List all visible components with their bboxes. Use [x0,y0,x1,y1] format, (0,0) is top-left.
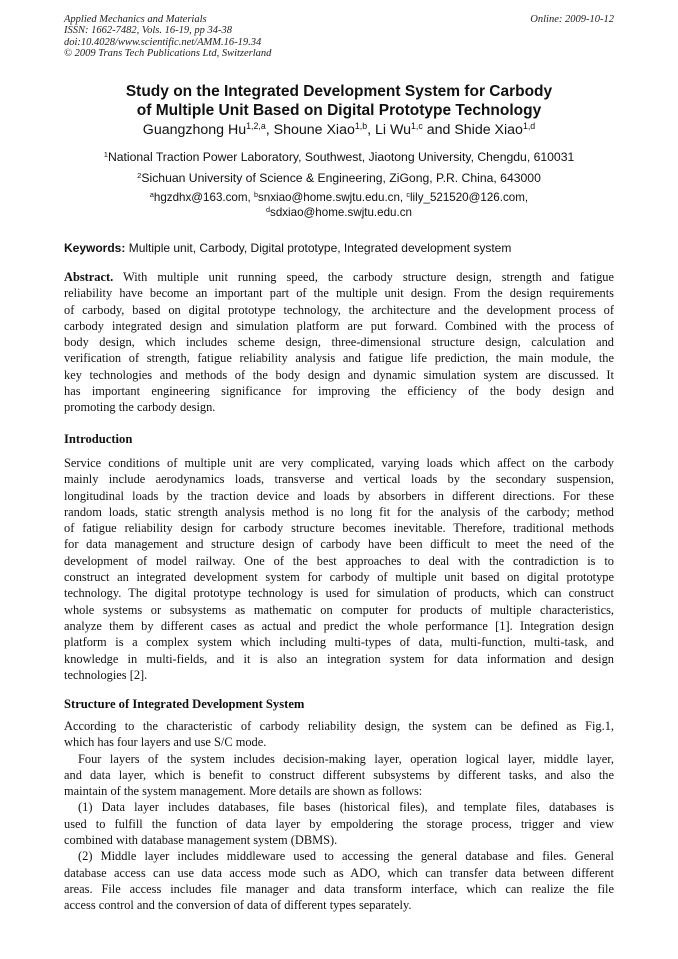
introduction-body [64,455,614,683]
affiliation-sup: 1 [103,149,108,159]
abstract-line: reliability have become an important part of the multiple unit design. From the design requirements [64,286,614,301]
keywords [64,241,511,255]
title-line-2: of Multiple Unit Based on Digital Prototype Technology [136,102,542,119]
author-sup: 1,2,a [246,121,266,132]
intro-line: technologies [2]. [64,667,148,682]
affiliation-sup: 2 [137,170,142,180]
structure-line: (2) Middle layer includes middleware used to accessing the general database and files. General [78,849,614,864]
abstract-line: verification of strength, fatigue reliability analysis and fatigue life prediction, the main module, the [64,351,614,366]
structure-line: (1) Data layer includes databases, file bases (historical files), and template files, databases is [78,800,614,815]
title-line-1: Study on the Integrated Development System for Carbody [125,83,553,100]
intro-line: random loads, static strength analysis method is no long fit for the analysis of the carbody; method [64,504,614,519]
intro-line: technology. The digital prototype technology is used for simulation of products, which can construct [64,586,614,601]
intro-line: analyze them by different cases as actual and predict the whole performance [1]. Integration design [64,618,614,633]
email-sup: a [149,190,154,200]
section-heading-introduction: Introduction [64,432,133,446]
intro-line: development of model railway. One of the best approaches to deal with the contradiction is to [64,553,614,568]
author-sup: 1,c [411,121,423,132]
online-date: Online: 2009-10-12 [530,14,614,25]
structure-line: and data layer, which is benefit to construct different subsystems by different tasks, and also the [64,767,614,782]
intro-line: longitudinal loads by the traction device and loads by absorbers in different directions. For these [64,488,614,503]
structure-line: According to the characteristic of carbody reliability design, the system can be defined as Fig.1, [64,719,614,733]
abstract-line: carbody integrated design and simulation platform are put forward. Combined with the process of [64,318,614,333]
intro-line: platform is a complex system which including multi-types of data, multi-function, multi-task, and [64,635,614,650]
email-d: sdxiao@home.swjtu.edu.cn [270,206,412,219]
abstract-line [64,269,614,285]
keywords-text: Multiple unit, Carbody, Digital prototype, Integrated development system [125,241,512,255]
affiliation-text: National Traction Power Laboratory, Southwest, Jiaotong University, Chengdu, 610031 [107,150,575,164]
structure-line: areas. File access includes file manager and data transform interface, which can realize the file [64,881,614,896]
abstract [64,269,614,416]
author-name: Shoune Xiao [273,122,355,138]
author-name: Shide Xiao [454,122,523,138]
author-emails [20,190,658,220]
section-heading-structure: Structure of Integrated Development System [64,697,305,711]
email-a: hgzdhx@163.com, [153,191,254,204]
email-line-2 [20,205,658,220]
author-sep: , [265,122,274,138]
intro-line: Service conditions of multiple unit are very complicated, varying loads which affect on the carbody [64,456,614,470]
author-name: Li Wu [375,122,412,138]
structure-line: combined with database management system (DBMS). [64,833,338,848]
structure-line: which has four layers and use S/C mode. [64,735,267,750]
abstract-line: of carbody, based on digital prototype technology, the architecture and the development process of [64,302,614,317]
email-sup: b [253,190,258,200]
email-line-1 [20,190,658,205]
intro-line: knowledge in multi-fields, and it is also an integration system for data information and design [64,651,614,666]
abstract-line: key technologies and methods of the body design and dynamic simulation system are discussed. It [64,367,614,382]
email-sup: d [266,205,271,215]
abstract-line: body design, which includes scheme design, three-dimensional structure design, calculation and [64,335,614,350]
email-b: snxiao@home.swjtu.edu.cn, [257,191,407,204]
structure-line: used to fulfill the function of data layer by empoldering the storage process, trigger and view [64,816,614,831]
abstract-text: With multiple unit running speed, the carbody structure design, strength and fatigue [113,270,614,284]
email-sup: c [406,190,410,200]
author-sep: and [422,122,455,138]
affiliation-1 [20,150,658,164]
journal-header [64,14,271,59]
intro-line: mainly include aerodynamics loads, transverse and vertical loads by the secondary suspension, [64,472,614,487]
author-list [20,122,658,138]
affiliation-2 [20,171,658,185]
copyright-line: © 2009 Trans Tech Publications Ltd, Switzerland [64,47,272,59]
structure-line: Four layers of the system includes decision-making layer, operation logical layer, middle layer, [78,751,614,766]
intro-line: for data management and structure design of carbody have been difficult to meet the need of the [64,537,614,552]
structure-line: maintain of the system management. More details are shown as follows: [64,784,423,799]
author-sep: , [367,122,375,138]
journal-name: Applied Mechanics and Materials [64,14,207,25]
structure-body [64,718,614,914]
email-c: lily_521520@126.com, [409,191,529,204]
abstract-label: Abstract. [64,270,114,284]
intro-line: whole systems or subsystems as mathematic on computer for products of multiple characteristics, [64,602,614,617]
author-name: Guangzhong Hu [142,122,247,138]
structure-line: database access can use data access mode such as ADO, which can transfer data between different [64,865,614,880]
intro-line: construct an integrated development system for carbody of multiple unit based on digital prototype [64,570,614,585]
doi-line: doi:10.4028/www.scientific.net/AMM.16-19.34 [64,36,262,48]
intro-line: of fatigue reliability design for carbody structure becomes inevitable. Therefore, traditional methods [64,521,614,536]
affiliation-text: Sichuan University of Science & Engineering, ZiGong, P.R. China, 643000 [141,171,541,185]
abstract-line: has important engineering significance for improving the efficiency of the body design and [64,384,614,399]
structure-line: access control and the conversion of data of different types separately. [64,898,412,913]
abstract-line: promoting the carbody design. [64,400,216,415]
keywords-label: Keywords: [64,241,126,255]
issn-line: ISSN: 1662-7482, Vols. 16-19, pp 34-38 [64,25,232,37]
author-sup: 1,b [354,121,368,132]
author-sup: 1,d [522,121,536,132]
paper-title [40,82,638,120]
